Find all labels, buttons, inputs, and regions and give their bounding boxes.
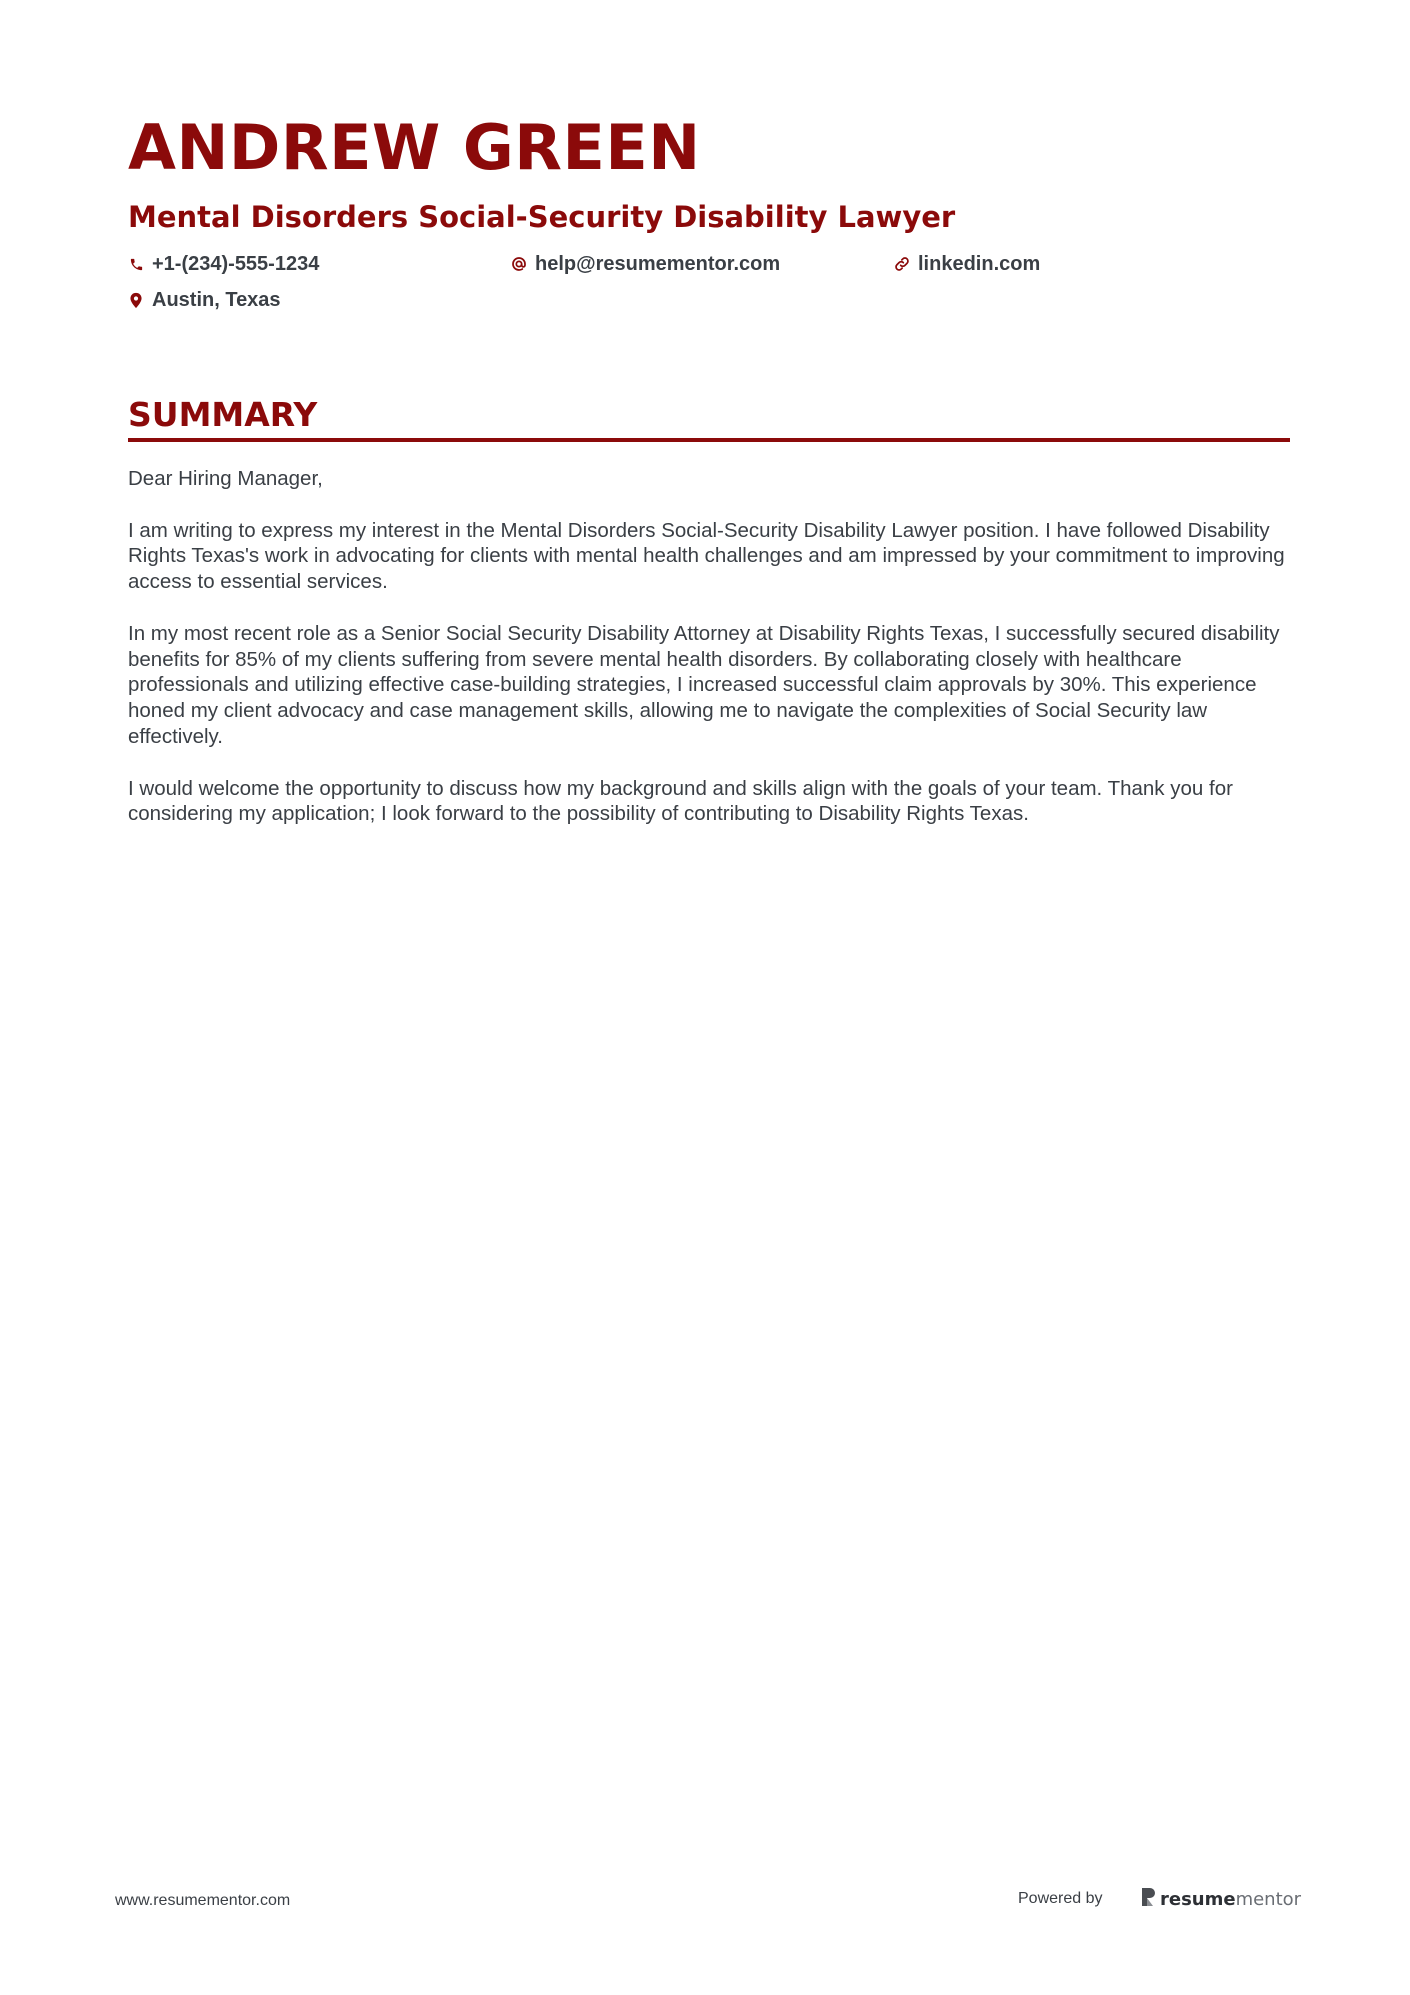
phone-icon [128,255,144,273]
page-footer [115,1886,1305,1916]
candidate-name: ANDREW GREEN [128,111,701,184]
contact-website [894,252,1290,276]
brand-name: resumementor [1160,1889,1302,1910]
brand-logo[interactable] [1140,1887,1301,1912]
cover-letter-body [128,466,1290,827]
location-text: Austin, Texas [152,288,281,311]
section-divider [128,438,1290,442]
letter-paragraph: In my most recent role as a Senior Social Security Disability Attorney at Disability Rights Texas, I successfully secured disability benefits for 85% of my clients suffering from severe mental health disorders. By collaborating closely with healthcare professionals and utilizing effective case-building strategies, I increased successful claim approvals by 30%. This experience honed my client advocacy and case management skills, allowing me to navigate the complexities of Social Security law effectively. [128,621,1280,748]
logo-mark-icon [1140,1887,1156,1912]
contact-phone [128,252,511,276]
resume-page [128,110,1290,853]
at-icon [511,255,527,273]
link-icon [894,255,910,273]
salutation: Dear Hiring Manager, [128,467,323,490]
map-pin-icon [128,291,144,309]
footer-url[interactable]: www.resumementor.com [115,1892,291,1909]
job-title: Mental Disorders Social-Security Disability Lawyer [128,200,956,234]
letter-paragraph: I would welcome the opportunity to discuss how my background and skills align with the goals of your team. Thank you for considering my application; I look forward to the possibility of contributing to Disability Rights Texas. [128,776,1233,826]
phone-number: +1-(234)-555-1234 [152,252,320,275]
contact-location [128,288,511,312]
letter-paragraph: I am writing to express my interest in the Mental Disorders Social-Security Disability Lawyer position. I have followed Disability Rights Texas's work in advocating for clients with mental health challenges and am impressed by your commitment to improving access to essential services. [128,518,1285,594]
email-address[interactable]: help@resumementor.com [535,252,781,275]
powered-by-label: Powered by [1018,1890,1103,1907]
summary-heading: SUMMARY [128,395,318,434]
contact-info [128,252,1290,312]
contact-email [511,252,894,276]
website-link[interactable]: linkedin.com [918,252,1041,275]
